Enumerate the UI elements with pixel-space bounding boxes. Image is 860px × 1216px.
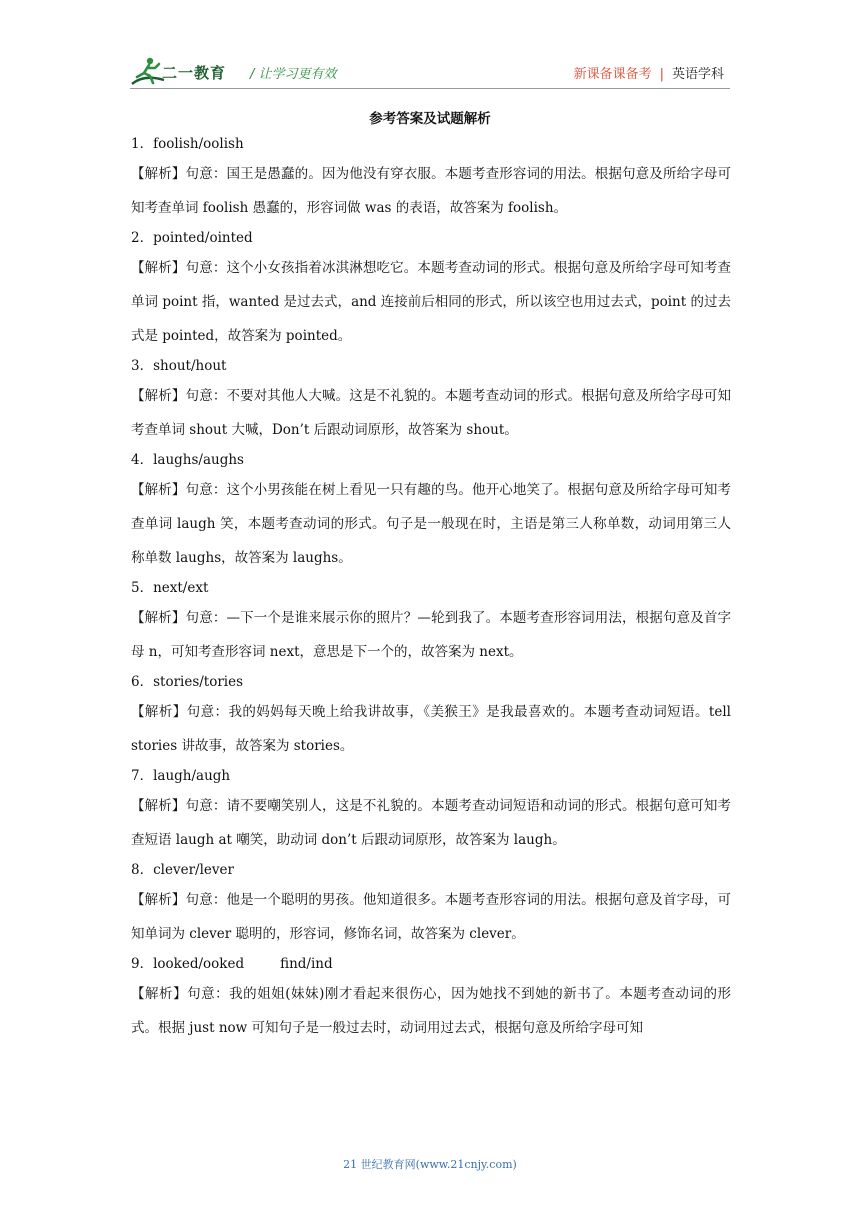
header-right — [574, 63, 724, 82]
logo — [130, 56, 242, 88]
answer-key: 1．foolish/oolish — [131, 136, 244, 152]
header-separator: | — [659, 67, 664, 82]
answer-key: 4．laughs/aughs — [131, 452, 244, 468]
answer-explanation: 【解析】句意：请不要嘲笑别人，这是不礼貌的。本题考查动词短语和动词的形式。根据句意可知考查短语 laugh at 嘲笑，助动词 don’t 后跟动词原形，故答案为 laugh。 — [131, 798, 731, 848]
answer-item — [131, 354, 731, 447]
answer-item — [131, 952, 731, 1045]
answer-explanation: 【解析】句意：我的妈妈每天晚上给我讲故事，《美猴王》是我最喜欢的。本题考查动词短语。tell stories 讲故事，故答案为 stories。 — [131, 704, 731, 754]
header-rule — [130, 88, 730, 89]
answer-item — [131, 132, 731, 225]
answer-item — [131, 226, 731, 353]
answer-key: 7．laugh/augh — [131, 768, 231, 784]
answer-key: 6．stories/tories — [131, 674, 244, 690]
answer-explanation: 【解析】句意：—下一个是谁来展示你的照片？—轮到我了。本题考查形容词用法，根据句意及首字母 n，可知考查形容词 next，意思是下一个的，故答案为 next。 — [131, 610, 731, 660]
answer-explanation: 【解析】句意：国王是愚蠢的。因为他没有穿衣服。本题考查形容词的用法。根据句意及所给字母可知考查单词 foolish 愚蠢的，形容词做 was 的表语，故答案为 foolish。 — [131, 166, 731, 216]
answer-explanation: 【解析】句意：他是一个聪明的男孩。他知道很多。本题考查形容词的用法。根据句意及首字母，可知单词为 clever 聪明的，形容词，修饰名词，故答案为 clever。 — [131, 892, 731, 942]
answer-key: 3．shout/hout — [131, 358, 227, 374]
answer-explanation: 【解析】句意：这个小女孩指着冰淇淋想吃它。本题考查动词的形式。根据句意及所给字母可知考查单词 point 指，wanted 是过去式，and 连接前后相同的形式，所以该空也用过去式，point 的过去式是 pointed，故答案为 pointed。 — [131, 260, 731, 344]
answer-key: 2．pointed/ointed — [131, 230, 253, 246]
answer-list — [131, 132, 731, 1046]
answer-item — [131, 858, 731, 951]
answer-key: 5．next/ext — [131, 580, 209, 596]
page-header — [130, 56, 730, 88]
answer-key: 9．looked/ooked — [131, 956, 245, 972]
answer-item — [131, 764, 731, 857]
answer-item — [131, 448, 731, 575]
answer-key-line — [131, 952, 731, 977]
answer-explanation: 【解析】句意：不要对其他人大喊。这是不礼貌的。本题考查动词的形式。根据句意及所给字母可知考查单词 shout 大喊，Don’t 后跟动词原形，故答案为 shout。 — [131, 388, 731, 438]
answer-item — [131, 670, 731, 763]
answer-key-second: find/ind — [280, 956, 333, 972]
logo-text: 二一教育 — [162, 64, 227, 82]
answer-item — [131, 576, 731, 669]
slogan: / 让学习更有效 — [250, 67, 337, 82]
answer-explanation: 【解析】句意：这个小男孩能在树上看见一只有趣的鸟。他开心地笑了。根据句意及所给字母可知考查单词 laugh 笑，本题考查动词的形式。句子是一般现在时，主语是第三人称单数，动词用第三人称单数 laughs，故答案为 laughs。 — [131, 482, 731, 566]
header-right-label: 新课备课备考 — [573, 67, 652, 82]
answer-explanation: 【解析】句意：我的姐姐(妹妹)刚才看起来很伤心，因为她找不到她的新书了。本题考查动词的形式。根据 just now 可知句子是一般过去时，动词用过去式，根据句意及所给字母可知 — [131, 986, 731, 1036]
answer-key: 8．clever/lever — [131, 862, 234, 878]
page-title: 参考答案及试题解析 — [369, 111, 491, 127]
page-footer: 21 世纪教育网(www.21cnjy.com) — [343, 1158, 517, 1171]
header-subject: 英语学科 — [671, 67, 724, 82]
